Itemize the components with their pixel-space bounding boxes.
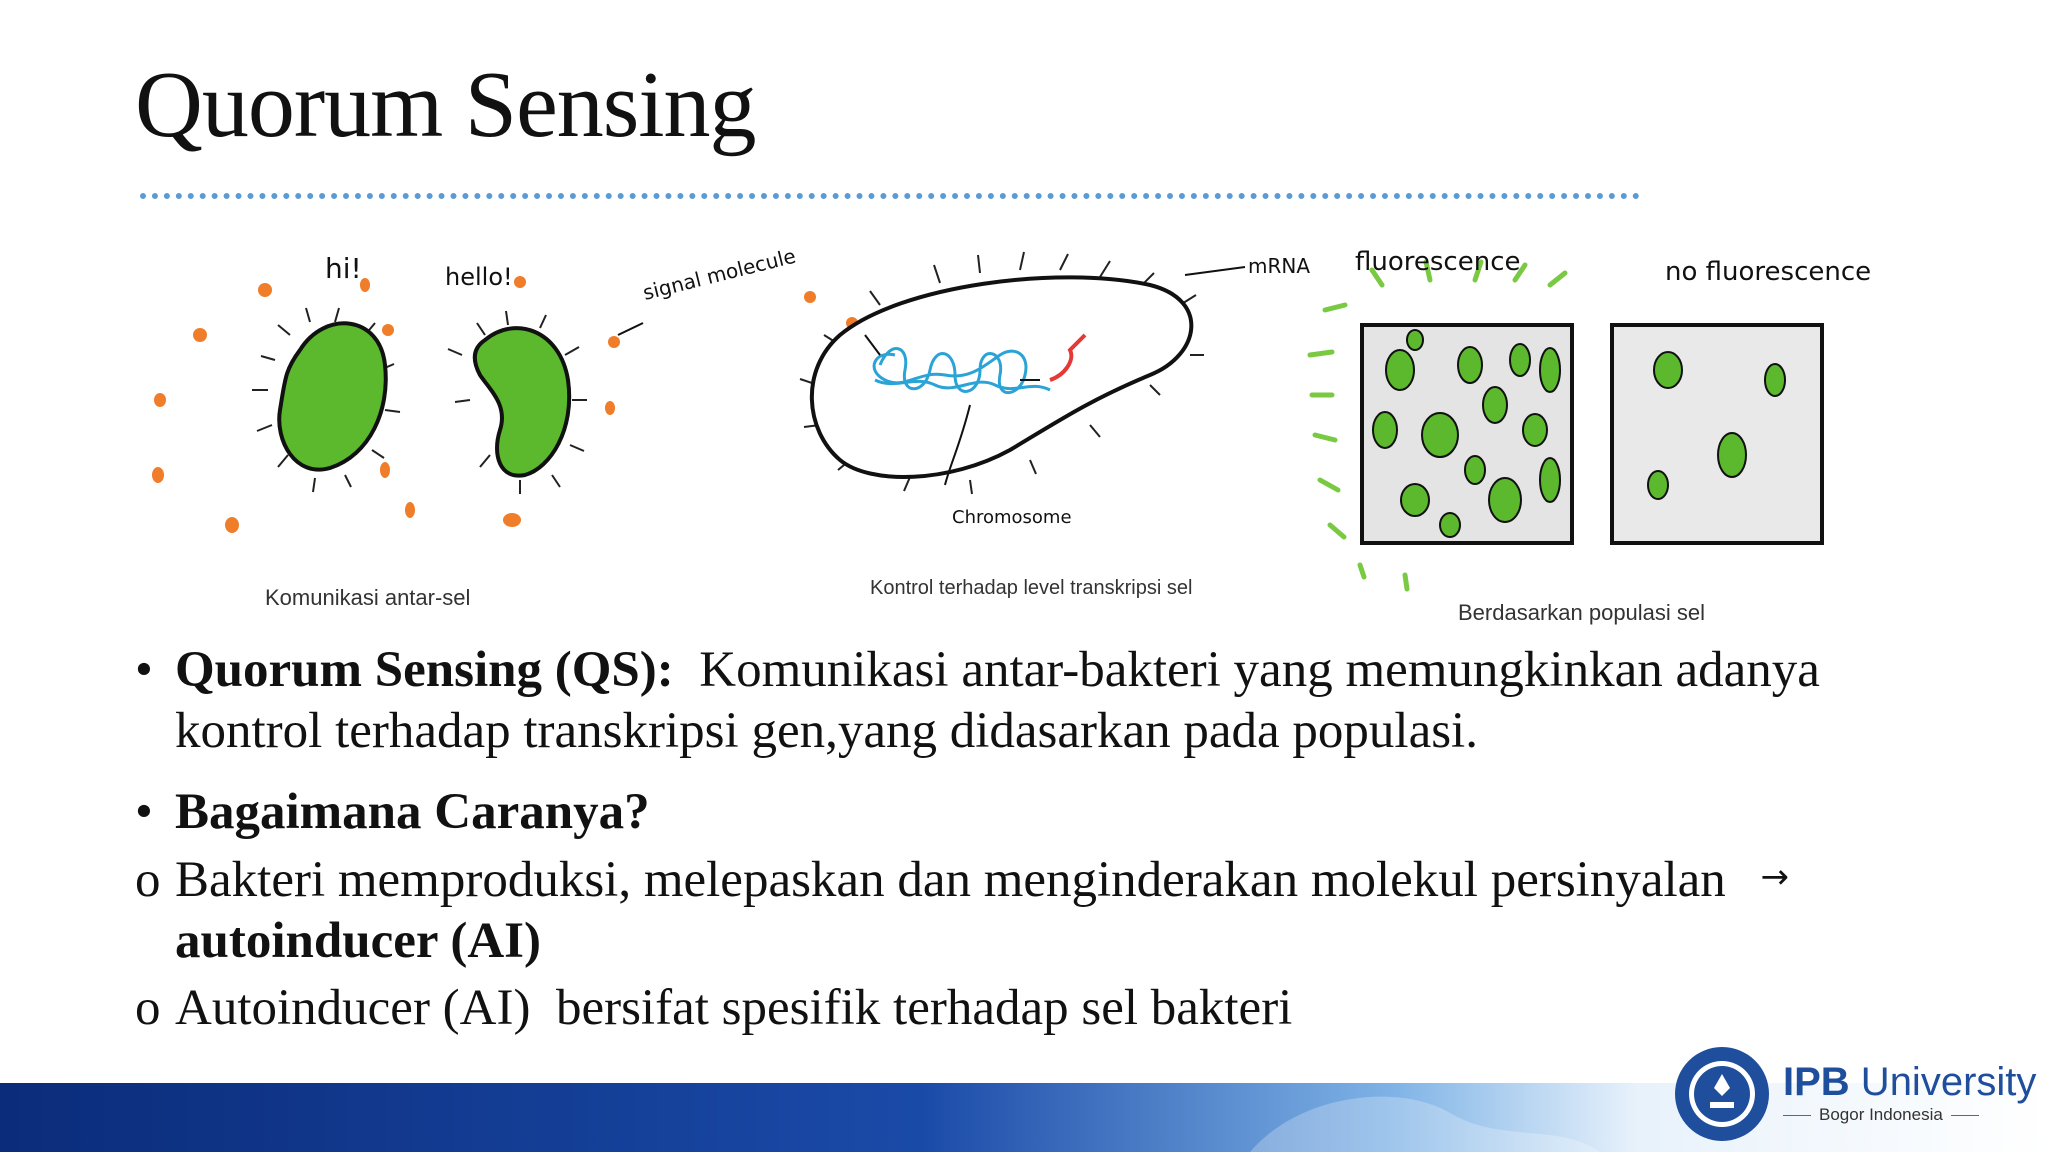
no-fluorescence-label: no fluorescence xyxy=(1665,257,1872,287)
caption-population: Berdasarkan populasi sel xyxy=(1458,600,1706,625)
bullet-list xyxy=(135,640,1955,1039)
subbullet-ai-production-text: Bakteri memproduksi, melepaskan dan menginderakan molekul persinyalan xyxy=(175,851,1726,908)
signal-molecule-label: signal molecule xyxy=(640,243,799,305)
subbullet-marker: o xyxy=(135,851,161,908)
title-divider xyxy=(140,193,1640,199)
logo-subtitle: Bogor Indonesia xyxy=(1783,1105,2036,1125)
logo-name: IPB University xyxy=(1783,1060,2037,1104)
bullet-qs-term: Quorum Sensing (QS): xyxy=(175,642,674,698)
caption-cell-communication: Komunikasi antar-sel xyxy=(265,585,471,610)
greeting-hi: hi! xyxy=(325,252,362,285)
figure-cell-communication xyxy=(140,240,800,570)
subbullet-ai-specific-text: Autoinducer (AI) bersifat spesifik terhadap sel bakteri xyxy=(175,979,1293,1036)
greeting-hello: hello! xyxy=(445,263,513,291)
bullet-marker: • xyxy=(135,784,153,841)
subbullet-marker: o xyxy=(135,979,161,1036)
figure-population xyxy=(1300,245,1890,590)
box-no-fluorescence xyxy=(1612,325,1822,543)
bullet-marker: • xyxy=(135,642,153,698)
ipb-logo-emblem-icon xyxy=(1672,1044,1772,1144)
arrow-icon: → xyxy=(1760,856,1790,897)
fluorescence-label: fluorescence xyxy=(1355,247,1521,277)
bullet-how xyxy=(135,782,1955,843)
mrna-label: mRNA xyxy=(1248,254,1311,278)
bullet-qs-text: Komunikasi antar-bakteri yang memungkinkan adanya kontrol terhadap transkripsi gen,yang didasarkan pada populasi. xyxy=(175,642,1820,760)
subbullet-ai-term: autoinducer (AI) xyxy=(175,912,541,969)
caption-transcription: Kontrol terhadap level transkripsi sel xyxy=(870,577,1193,599)
figure-transcription xyxy=(780,245,1311,545)
bullet-qs-definition xyxy=(135,640,1955,762)
bacterium-cell xyxy=(812,277,1191,477)
ipb-logo-text xyxy=(1783,1062,2036,1125)
bacterium-left xyxy=(279,323,386,469)
subbullet-ai-specific xyxy=(135,978,1955,1039)
subbullet-ai-production xyxy=(135,850,1955,972)
chromosome-label: Chromosome xyxy=(952,507,1072,528)
bacterium-right xyxy=(475,328,569,476)
slide-title: Quorum Sensing xyxy=(135,53,756,157)
bullet-how-heading: Bagaimana Caranya? xyxy=(175,784,650,841)
